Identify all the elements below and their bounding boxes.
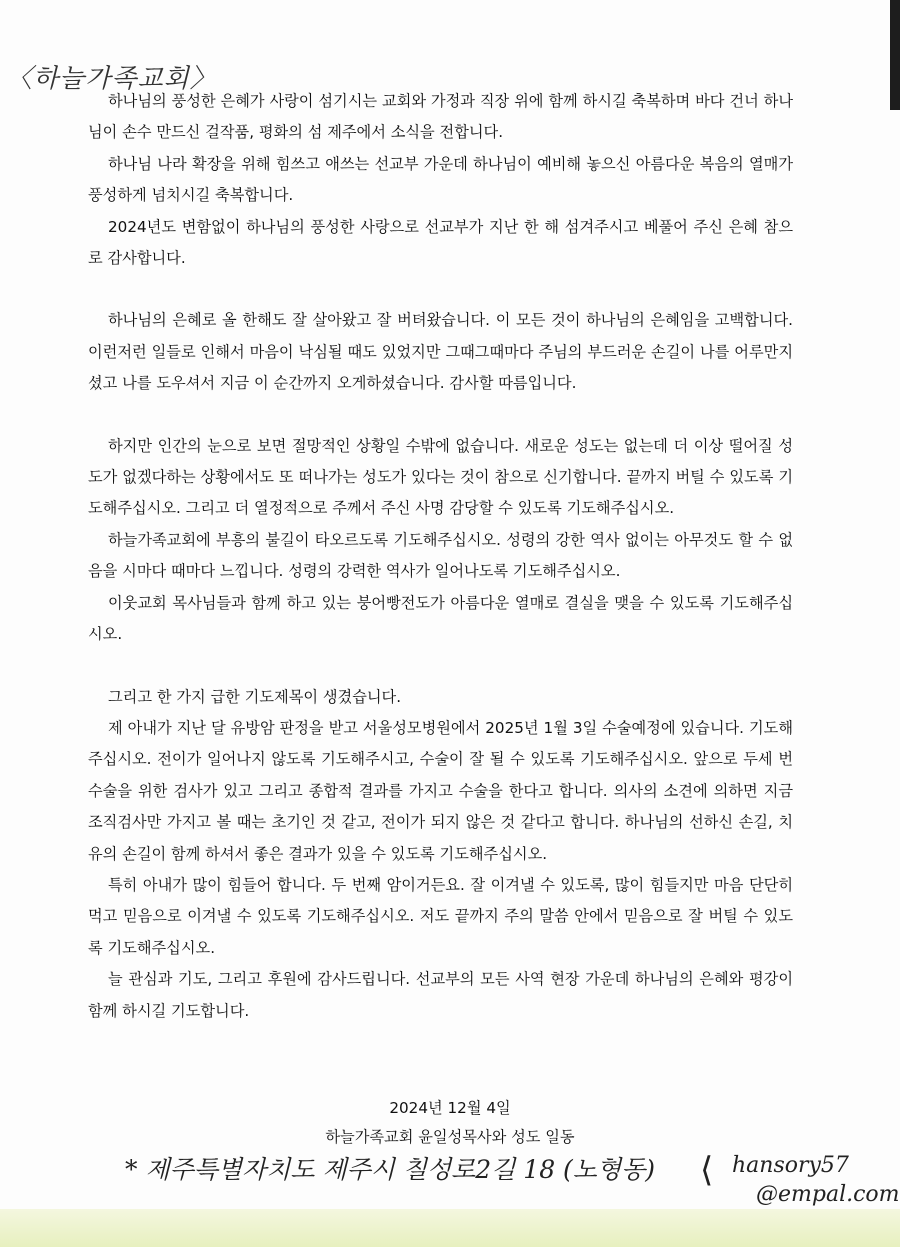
paragraph: 하늘가족교회에 부흥의 불길이 타오르도록 기도해주십시오. 성령의 강한 역사 없이는 아무것도 할 수 없음을 시마다 때마다 느낍니다. 성령의 강력한 역사가 일어나도록 기도해주십시오.: [88, 530, 793, 581]
handwritten-bracket: ⟨: [700, 1150, 714, 1190]
handwritten-address: * 제주특별자치도 제주시 칠성로2길 18 (노형동): [125, 1155, 656, 1184]
paragraph: 하지만 인간의 눈으로 보면 절망적인 상황일 수밖에 없습니다. 새로운 성도는 없는데 더 이상 떨어질 성도가 없겠다하는 상황에서도 또 떠나가는 성도가 있다는 것이 참으로 신기합니다. 끝까지 버틸 수 있도록 기도해주십시오. 그리고 더 열정적으로 주께서 주신 사명 감당할 수 있도록 기도해주십시오.: [88, 436, 793, 518]
paragraph: 이웃교회 목사님들과 함께 하고 있는 붕어빵전도가 아름다운 열매로 결실을 맺을 수 있도록 기도해주십시오.: [88, 593, 793, 644]
paragraph: 하나님 나라 확장을 위해 힘쓰고 애쓰는 선교부 가운데 하나님이 예비해 놓으신 아름다운 복음의 열매가 풍성하게 넘치시길 축복합니다.: [88, 154, 793, 205]
handwritten-email-domain: @empal.com: [756, 1182, 900, 1207]
paragraph: 늘 관심과 기도, 그리고 후원에 감사드립니다. 선교부의 모든 사역 현장 가운데 하나님의 은혜와 평강이 함께 하시길 기도합니다.: [88, 970, 793, 1020]
letter-signature: 하늘가족교회 윤일성목사와 성도 일동: [325, 1128, 575, 1146]
paragraph: 2024년도 변함없이 하나님의 풍성한 사랑으로 선교부가 지난 한 해 섬겨주시고 베풀어 주신 은혜 참으로 감사합니다.: [88, 217, 793, 268]
letter-body: [88, 86, 793, 1027]
scan-bottom-band: [0, 1209, 900, 1247]
letter-date: 2024년 12월 4일: [389, 1099, 511, 1117]
paragraph: 하나님의 은혜로 올 한해도 잘 살아왔고 잘 버텨왔습니다. 이 모든 것이 하나님의 은혜임을 고백합니다. 이런저런 일들로 인해서 마음이 낙심될 때도 있었지만 그때그때마다 주님의 부드러운 손길이 나를 어루만지셨고 나를 도우셔서 지금 이 순간까지 오게하셨습니다. 감사할 따름입니다.: [88, 311, 793, 393]
paragraph: 하나님의 풍성한 은혜가 사랑이 섬기시는 교회와 가정과 직장 위에 함께 하시길 축복하며 바다 건너 하나님이 손수 만드신 걸작품, 평화의 섬 제주에서 소식을 전합니다.: [88, 92, 793, 142]
paragraph: 제 아내가 지난 달 유방암 판정을 받고 서울성모병원에서 2025년 1월 3일 수술예정에 있습니다. 기도해주십시오. 전이가 일어나지 않도록 기도해주시고, 수술이 잘 될 수 있도록 기도해주십시오. 앞으로 두세 번 수술을 위한 검사가 있고 그리고 종합적 결과를 가지고 수술을 한다고 합니다. 의사의 소견에 의하면 지금 조직검사만 가지고 볼 때는 초기인 것 같고, 전이가 되지 않은 것 같다고 합니다. 하나님의 선하신 손길, 치유의 손길이 함께 하셔서 좋은 결과가 있을 수 있도록 기도해주십시오.: [88, 718, 793, 863]
paragraph: 특히 아내가 많이 힘들어 합니다. 두 번째 암이거든요. 잘 이겨낼 수 있도록, 많이 힘들지만 마음 단단히 먹고 믿음으로 이겨낼 수 있도록 기도해주십시오. 저도 끝까지 주의 말씀 안에서 믿음으로 잘 버틸 수 있도록 기도해주십시오.: [88, 875, 793, 957]
handwritten-church-name: 〈하늘가족교회〉: [6, 64, 217, 94]
paragraph: 그리고 한 가지 급한 기도제목이 생겼습니다.: [108, 687, 402, 706]
scan-edge: [890, 0, 900, 110]
handwritten-email-user: hansory57: [732, 1153, 849, 1178]
